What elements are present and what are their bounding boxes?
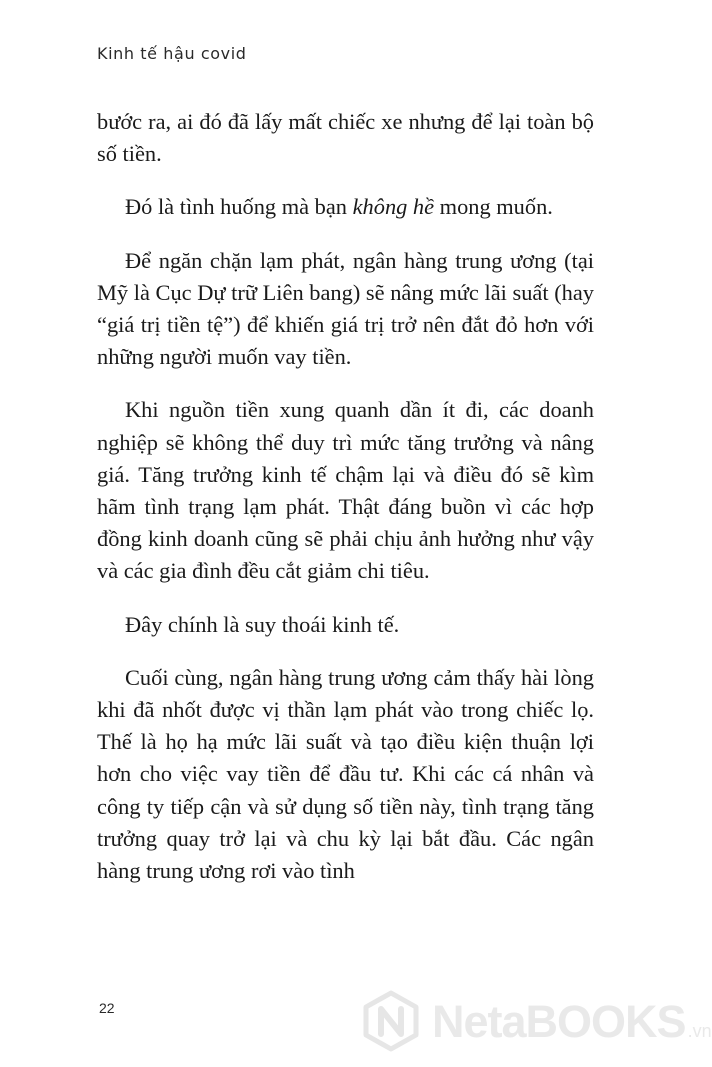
body-text (97, 106, 594, 887)
paragraph-5: Đây chính là suy thoái kinh tế. (125, 611, 400, 637)
paragraph-1: bước ra, ai đó đã lấy mất chiếc xe nhưng để lại toàn bộ số tiền. (97, 109, 594, 167)
paragraph-3: Để ngăn chặn lạm phát, ngân hàng trung ương (tại Mỹ là Cục Dự trữ Liên bang) sẽ nâng mức lãi suất (hay “giá trị tiền tệ”) để khiến giá trị trở nên đắt đỏ hơn với những người muốn vay tiền. (97, 247, 594, 370)
paragraph-2-end: mong muốn. (434, 194, 553, 220)
paragraph-2-start: Đó là tình huống mà bạn (125, 194, 353, 220)
emphasis-text: không hề (352, 194, 435, 220)
n-logo-icon (362, 990, 420, 1052)
watermark-suffix: .vn (687, 1020, 712, 1041)
watermark (362, 990, 712, 1052)
paragraph-2 (97, 191, 594, 223)
paragraph-6: Cuối cùng, ngân hàng trung ương cảm thấy hài lòng khi đã nhốt được vị thần lạm phát vào trong chiếc lọ. Thế là họ hạ mức lãi suất và tạo điều kiện thuận lợi hơn cho việc vay tiền để đầu tư. Khi các cá nhân và công ty tiếp cận và sử dụng số tiền này, tình trạng tăng trưởng quay trở lại và chu kỳ lại bắt đầu. Các ngân hàng trung ương rơi vào tình (97, 664, 594, 884)
watermark-brand: NetaBOOKS (432, 995, 686, 1047)
running-header: Kinh tế hậu covid (97, 44, 247, 63)
paragraph-4: Khi nguồn tiền xung quanh dần ít đi, các doanh nghiệp sẽ không thể duy trì mức tăng trưởng và nâng giá. Tăng trưởng kinh tế chậm lại và điều đó sẽ kìm hãm tình trạng lạm phát. Thật đáng buồn vì các hợp đồng kinh doanh cũng sẽ phải chịu ảnh hưởng như vậy và các gia đình đều cắt giảm chi tiêu. (97, 397, 594, 584)
watermark-text (432, 995, 712, 1047)
page-number: 22 (99, 1000, 115, 1016)
